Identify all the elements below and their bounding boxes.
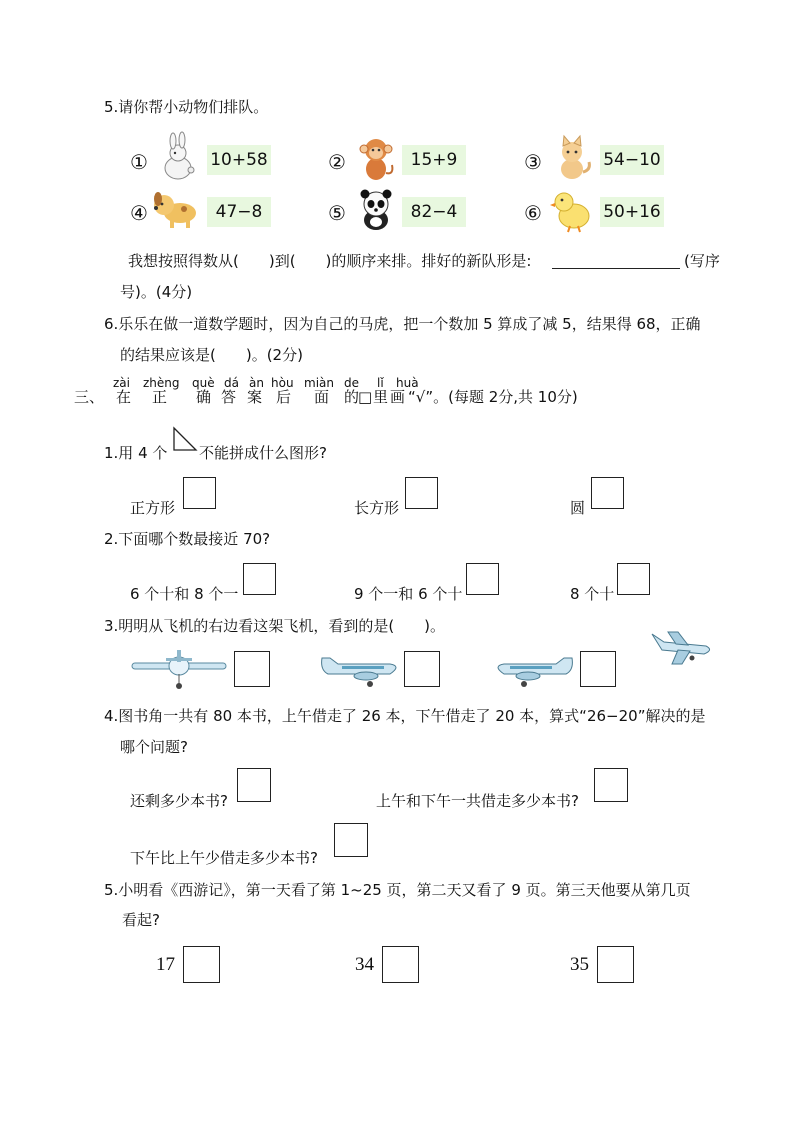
q1-option-circle: 圆 [570, 499, 586, 517]
q2-option-c: 8 个十 [570, 585, 615, 603]
order-sentence-end: (写序 [684, 252, 720, 270]
plane-front-view-icon [132, 648, 226, 690]
q4-checkbox-b[interactable] [594, 768, 628, 802]
monkey-icon [354, 133, 398, 183]
heading-char-7: 的 [344, 388, 360, 406]
option-number-4: ④ [130, 201, 148, 225]
s3-question-5-line2: 看起? [122, 911, 160, 929]
q5-checkbox-34[interactable] [382, 946, 419, 983]
expression-1: 10+58 [207, 145, 271, 175]
q3-checkbox-c[interactable] [580, 651, 616, 687]
chick-icon [550, 186, 594, 234]
q5-option-17: 17 [156, 954, 175, 975]
q1-checkbox-square[interactable] [183, 477, 216, 509]
q5-checkbox-17[interactable] [183, 946, 220, 983]
q1-checkbox-circle[interactable] [591, 477, 624, 509]
pinyin-6: miàn [304, 376, 334, 390]
heading-char-6: 面 [314, 388, 330, 406]
triangle-icon [172, 426, 198, 452]
cat-icon [550, 134, 594, 182]
plane-side-view-left-icon [318, 648, 402, 690]
s3-question-3: 3.明明从飞机的右边看这架飞机，看到的是( )。 [104, 617, 446, 635]
q2-option-b: 9 个一和 6 个十 [354, 585, 463, 603]
question-6-line2: 的结果应该是( )。(2分) [120, 346, 303, 364]
s3-question-4-line2: 哪个问题? [120, 738, 188, 756]
q2-checkbox-a[interactable] [243, 563, 276, 595]
pinyin-9: huà [396, 376, 419, 390]
q4-option-a: 还剩多少本书? [130, 792, 228, 810]
heading-char-5: 后 [276, 388, 292, 406]
dog-icon [150, 187, 204, 231]
option-number-3: ③ [524, 150, 542, 174]
q2-option-a: 6 个十和 8 个一 [130, 585, 239, 603]
heading-char-2: 确 [196, 388, 212, 406]
s3-question-2: 2.下面哪个数最接近 70? [104, 530, 271, 548]
q1-checkbox-rectangle[interactable] [405, 477, 438, 509]
pinyin-3: dá [224, 376, 239, 390]
expression-6: 50+16 [600, 197, 664, 227]
pinyin-8: lǐ [377, 376, 384, 390]
q4-option-c: 下午比上午少借走多少本书? [130, 849, 318, 867]
pinyin-2: què [192, 376, 215, 390]
q5-option-34: 34 [355, 954, 374, 975]
question-5-title: 5.请你帮小动物们排队。 [104, 98, 269, 116]
q4-checkbox-c[interactable] [334, 823, 368, 857]
plane-side-view-right-icon [492, 648, 576, 690]
option-number-5: ⑤ [328, 201, 346, 225]
s3-question-1-suffix: 不能拼成什么图形? [199, 444, 327, 462]
pinyin-4: àn [249, 376, 264, 390]
pinyin-5: hòu [271, 376, 294, 390]
expression-5: 82−4 [402, 197, 466, 227]
q3-checkbox-b[interactable] [404, 651, 440, 687]
q1-option-rectangle: 长方形 [354, 499, 400, 517]
s3-question-4-line1: 4.图书角一共有 80 本书，上午借走了 26 本，下午借走了 20 本，算式“26−20”解决的是 [104, 707, 706, 725]
plane-tilted-view-icon [648, 628, 714, 668]
pinyin-7: de [344, 376, 359, 390]
order-sentence-points: 号)。(4分) [120, 283, 193, 301]
rabbit-icon [158, 135, 202, 183]
s3-question-5-line1: 5.小明看《西游记》，第一天看了第 1~25 页，第二天又看了 9 页。第三天他要从第几页 [104, 881, 691, 899]
section-number: 三、 [74, 388, 105, 406]
expression-4: 47−8 [207, 197, 271, 227]
heading-char-10: 画 [390, 388, 406, 406]
pinyin-0: zài [113, 376, 130, 390]
heading-char-8: □ [358, 388, 373, 406]
heading-char-0: 在 [116, 388, 132, 406]
expression-3: 54−10 [600, 145, 664, 175]
q4-checkbox-a[interactable] [237, 768, 271, 802]
option-number-1: ① [130, 150, 148, 174]
answer-blank-line[interactable] [552, 268, 680, 269]
q4-option-b: 上午和下午一共借走多少本书? [376, 792, 579, 810]
q3-checkbox-a[interactable] [234, 651, 270, 687]
heading-char-1: 正 [152, 388, 168, 406]
s3-question-1-prefix: 1.用 4 个 [104, 444, 168, 462]
expression-2: 15+9 [402, 145, 466, 175]
question-6-line1: 6.乐乐在做一道数学题时，因为自己的马虎，把一个数加 5 算成了减 5，结果得 68，正确 [104, 315, 701, 333]
order-sentence: 我想按照得数从( )到( )的顺序来排。排好的新队形是: [128, 252, 532, 270]
q5-checkbox-35[interactable] [597, 946, 634, 983]
q2-checkbox-b[interactable] [466, 563, 499, 595]
heading-char-9: 里 [373, 388, 389, 406]
q5-option-35: 35 [570, 954, 589, 975]
heading-char-4: 案 [247, 388, 263, 406]
panda-icon [355, 186, 397, 232]
option-number-2: ② [328, 150, 346, 174]
heading-instruction-tail: “√”。(每题 2分,共 10分) [408, 388, 578, 406]
option-number-6: ⑥ [524, 201, 542, 225]
q1-option-square: 正方形 [130, 499, 176, 517]
pinyin-1: zhèng [143, 376, 180, 390]
q2-checkbox-c[interactable] [617, 563, 650, 595]
heading-char-3: 答 [221, 388, 237, 406]
